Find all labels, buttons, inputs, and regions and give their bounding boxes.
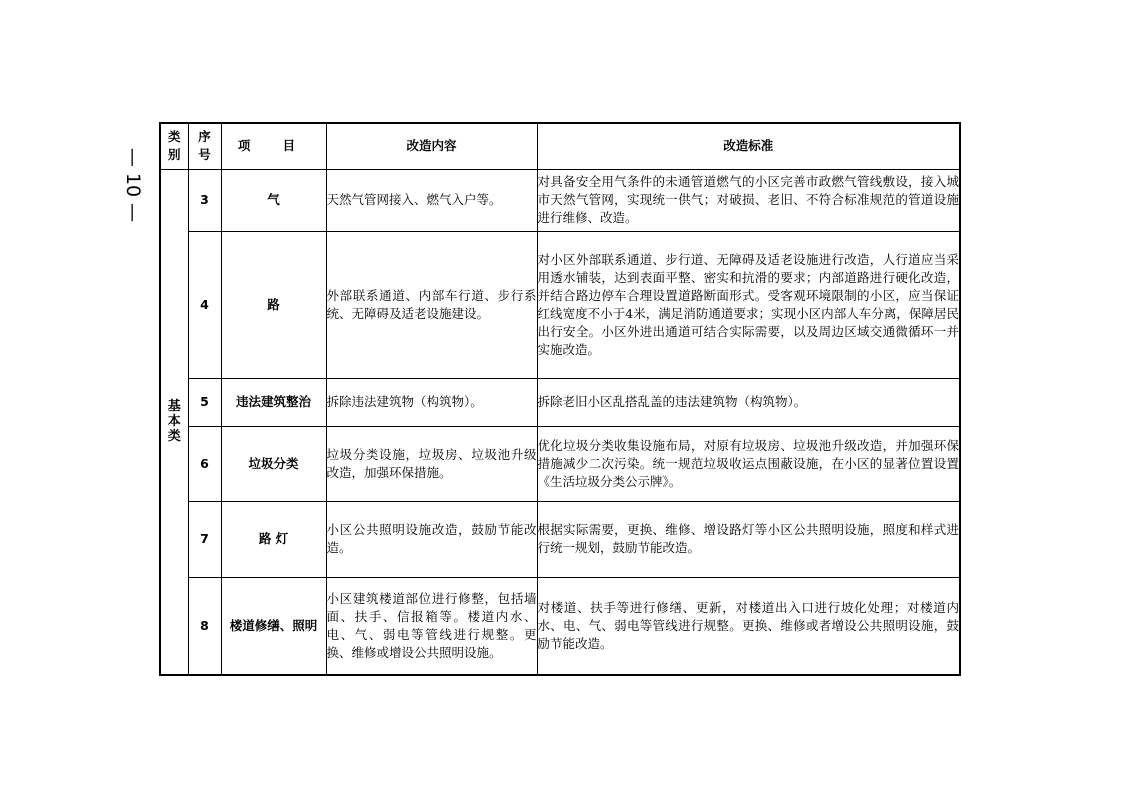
header-category: 类 别 (160, 123, 188, 169)
row-standard: 对具备安全用气条件的未通管道燃气的小区完善市政燃气管线敷设，接入城市天然气管网，实现统一供气；对破损、老旧、不符合标准规范的管道设施进行维修、改造。 (537, 169, 960, 231)
row-standard: 拆除老旧小区乱搭乱盖的违法建筑物（构筑物）。 (537, 378, 960, 426)
row-content: 拆除违法建筑物（构筑物）。 (326, 378, 537, 426)
row-standard: 对小区外部联系通道、步行道、无障碍及适老设施进行改造，人行道应当采用透水铺装，达到表面平整、密实和抗滑的要求；内部道路进行硬化改造，并结合路边停车合理设置道路断面形式。受客观环境限制的小区，应当保证红线宽度不小于4米，满足消防通道要求；实现小区内部人车分离，保障居民出行安全。小区外进出通道可结合实际需要，以及周边区域交通微循环一并实施改造。 (537, 231, 960, 378)
row-content: 垃圾分类设施，垃圾房、垃圾池升级改造，加强环保措施。 (326, 426, 537, 501)
header-seq: 序 号 (188, 123, 221, 169)
table-row (160, 501, 960, 577)
row-item: 路 灯 (221, 501, 326, 577)
row-number: 4 (188, 231, 221, 378)
table-row (160, 426, 960, 501)
renovation-table (159, 122, 961, 676)
table-row (160, 231, 960, 378)
row-standard: 优化垃圾分类收集设施布局，对原有垃圾房、垃圾池升级改造，并加强环保措施减少二次污染。统一规范垃圾收运点围蔽设施，在小区的显著位置设置《生活垃圾分类公示牌》。 (537, 426, 960, 501)
category-cell: 基 本 类 (160, 169, 188, 675)
row-item: 楼道修缮、照明 (221, 577, 326, 675)
row-number: 3 (188, 169, 221, 231)
row-number: 7 (188, 501, 221, 577)
header-content: 改造内容 (326, 123, 537, 169)
row-standard: 对楼道、扶手等进行修缮、更新，对楼道出入口进行坡化处理；对楼道内水、电、气、弱电等管线进行规整。更换、维修或者增设公共照明设施，鼓励节能改造。 (537, 577, 960, 675)
row-item: 路 (221, 231, 326, 378)
row-item: 违法建筑整治 (221, 378, 326, 426)
row-content: 小区公共照明设施改造，鼓励节能改造。 (326, 501, 537, 577)
row-number: 5 (188, 378, 221, 426)
table-row (160, 169, 960, 231)
row-item: 气 (221, 169, 326, 231)
row-number: 8 (188, 577, 221, 675)
header-item: 项 目 (221, 123, 326, 169)
row-number: 6 (188, 426, 221, 501)
row-standard: 根据实际需要，更换、维修、增设路灯等小区公共照明设施，照度和样式进行统一规划，鼓励节能改造。 (537, 501, 960, 577)
table-header-row (160, 123, 960, 169)
header-standard: 改造标准 (537, 123, 960, 169)
row-content: 小区建筑楼道部位进行修整，包括墙面、扶手、信报箱等。楼道内水、电、气、弱电等管线进行规整。更换、维修或增设公共照明设施。 (326, 577, 537, 675)
row-content: 外部联系通道、内部车行道、步行系统、无障碍及适老设施建设。 (326, 231, 537, 378)
table-row (160, 577, 960, 675)
page-number: — 10 — (122, 147, 145, 223)
row-item: 垃圾分类 (221, 426, 326, 501)
row-content: 天然气管网接入、燃气入户等。 (326, 169, 537, 231)
table-row (160, 378, 960, 426)
